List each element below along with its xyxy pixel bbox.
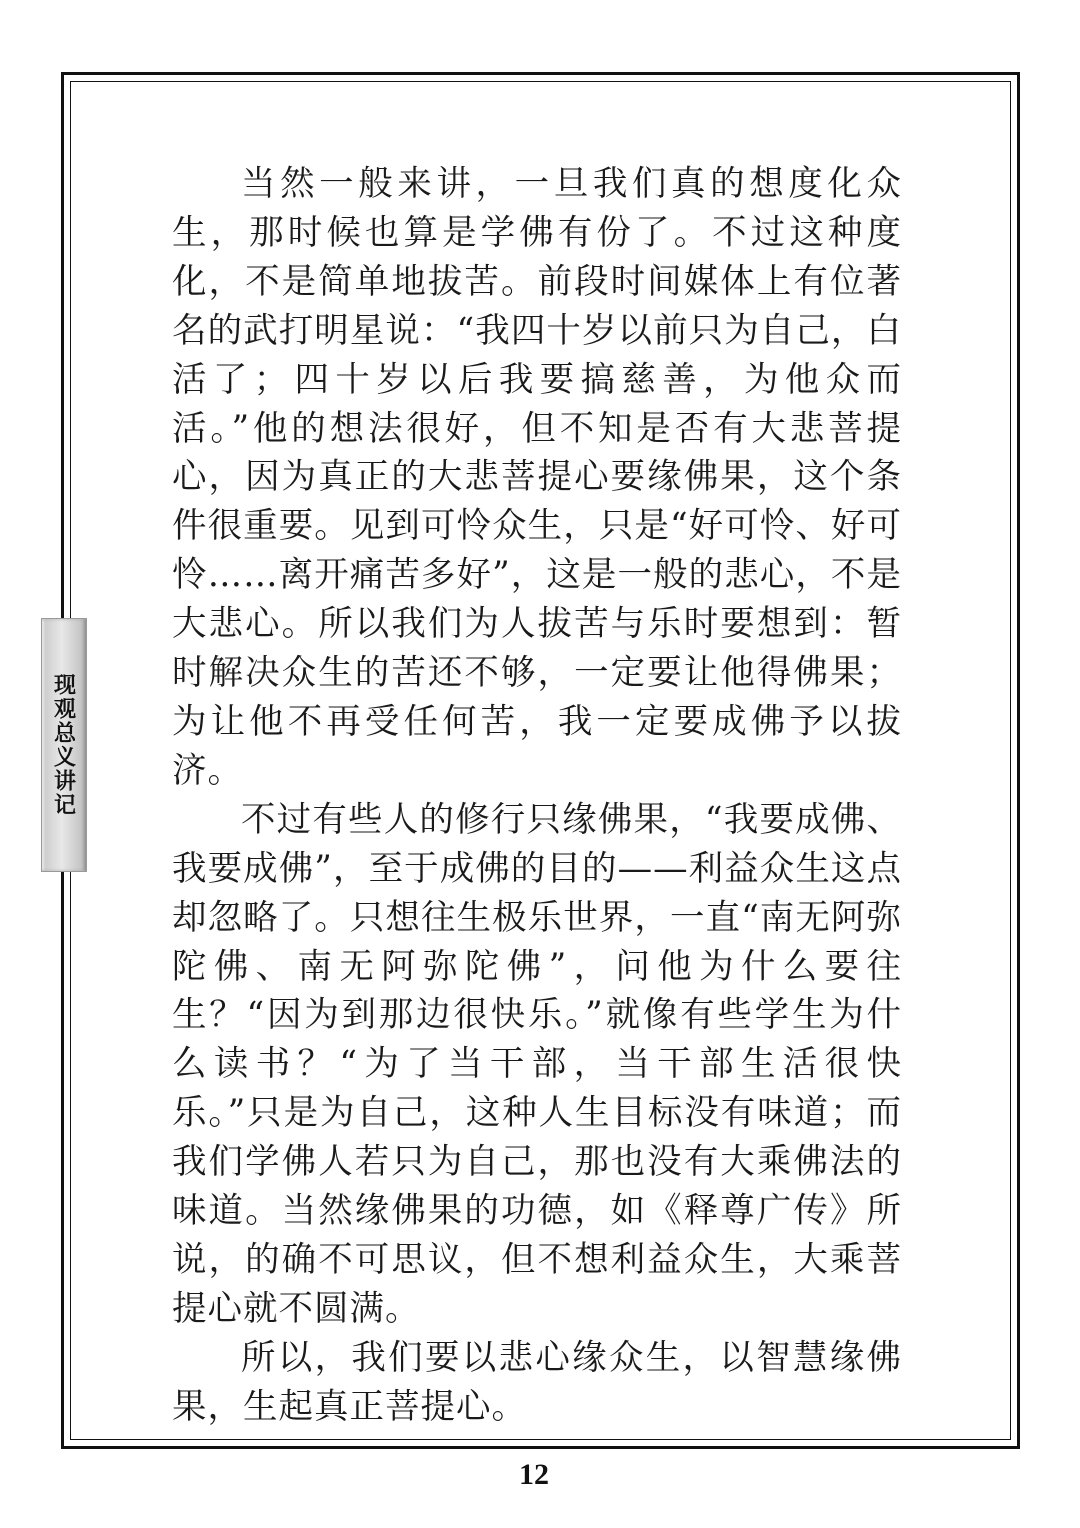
paragraph: 不过有些人的修行只缘佛果，“我要成佛、我要成佛”，至于成佛的目的——利益众生这点却忽略了。只想往生极乐世界，一直“南无阿弥陀佛、南无阿弥陀佛”，问他为什么要往生？“因为到那边很快乐。”就像有些学生为什么读书？“为了当干部，当干部生活很快乐。”只是为自己，这种人生目标没有味道；而我们学佛人若只为自己，那也没有大乘佛法的味道。当然缘佛果的功德，如《释尊广传》所说，的确不可思议，但不想利益众生，大乘菩提心就不圆满。 (172, 799, 902, 1329)
body-text (172, 160, 902, 1432)
paragraph: 当然一般来讲，一旦我们真的想度化众生，那时候也算是学佛有份了。不过这种度化，不是简单地拔苦。前段时间媒体上有位著名的武打明星说：“我四十岁以前只为自己，白活了；四十岁以后我要搞慈善，为他众而活。”他的想法很好，但不知是否有大悲菩提心，因为真正的大悲菩提心要缘佛果，这个条件很重要。见到可怜众生，只是“好可怜、好可怜……离开痛苦多好”，这是一般的悲心，不是大悲心。所以我们为人拔苦与乐时要想到：暂时解决众生的苦还不够，一定要让他得佛果；为让他不再受任何苦，我一定要成佛予以拔济。 (172, 164, 902, 791)
paragraph: 所以，我们要以悲心缘众生，以智慧缘佛果，生起真正菩提心。 (172, 1337, 902, 1427)
page-number: 12 (519, 1458, 549, 1491)
side-tab (41, 618, 87, 872)
side-tab-title: 现观总义讲记 (50, 673, 77, 817)
